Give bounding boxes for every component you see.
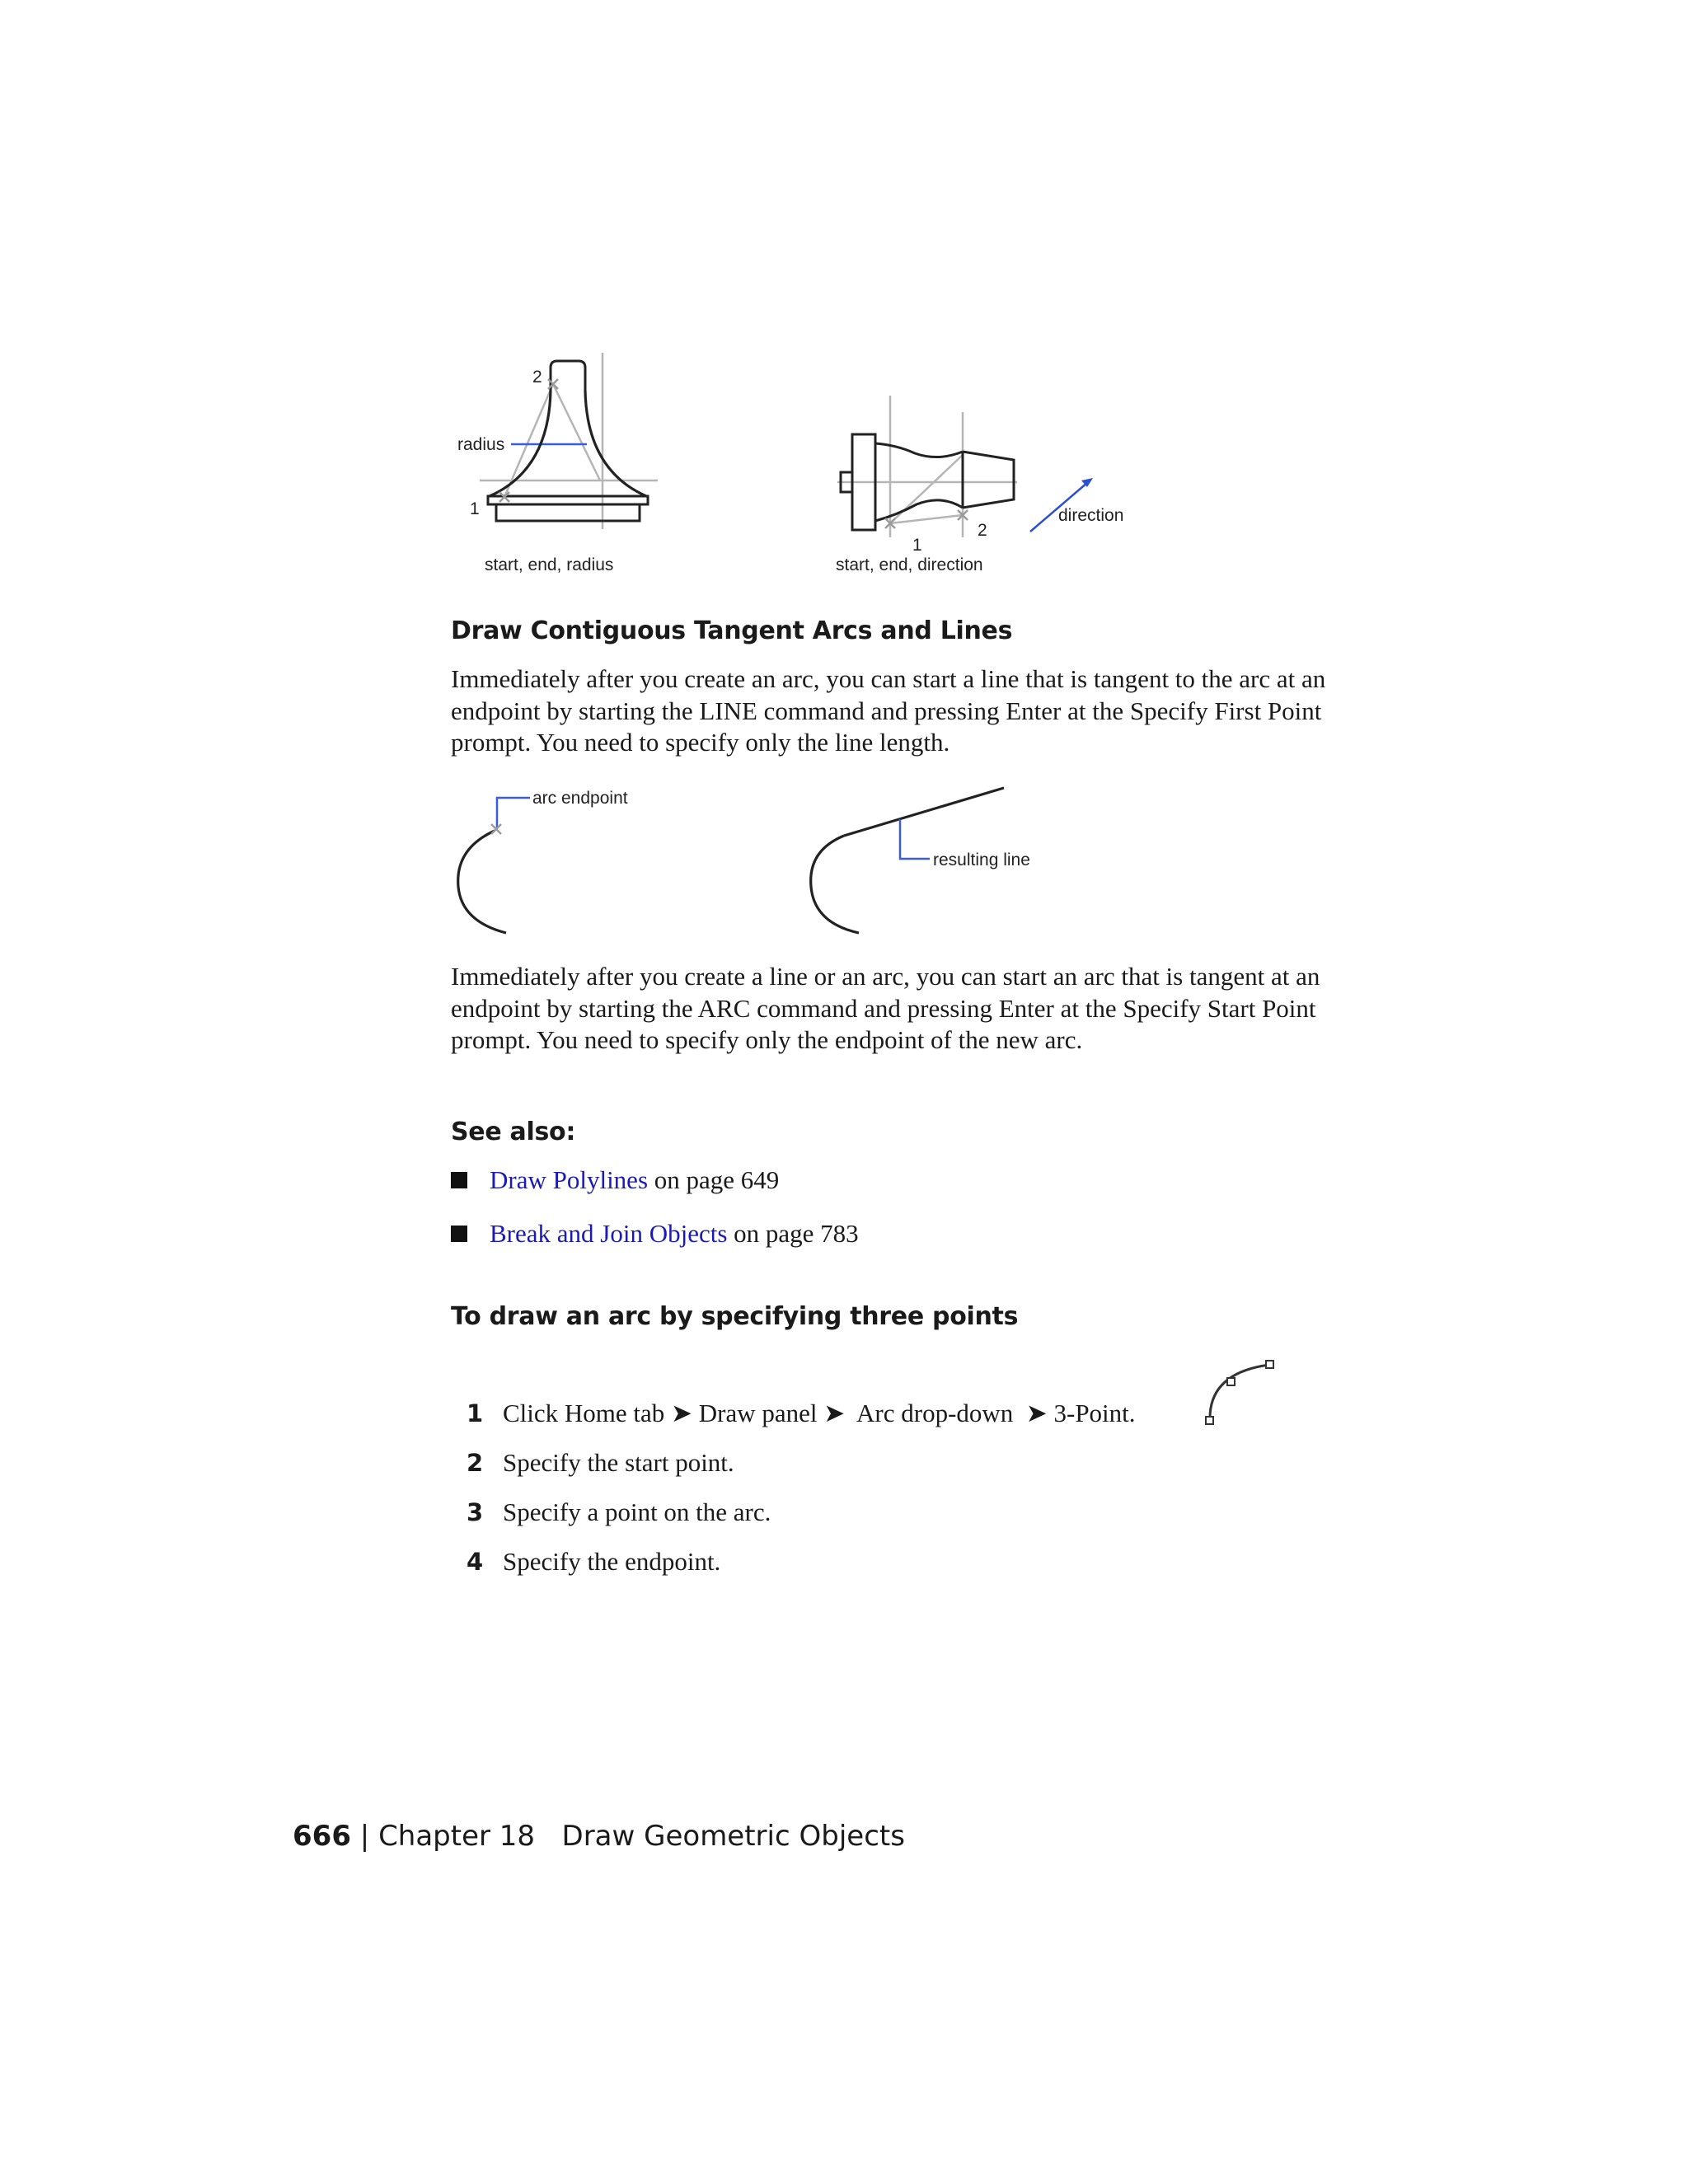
link-break-and-join-objects[interactable]: Break and Join Objects [490, 1219, 728, 1248]
figure-start-end-direction [836, 396, 1123, 574]
label-resulting-line: resulting line [933, 851, 1030, 869]
see-also-item-draw-polylines [451, 1165, 779, 1195]
label-point-1-right: 1 [912, 536, 922, 555]
caption-start-end-direction: start, end, direction [836, 555, 983, 574]
see-also-item-break-join [451, 1219, 859, 1249]
figure-resulting-line [811, 788, 1030, 933]
three-point-arc-icon [1203, 1348, 1282, 1427]
procedure-step-3 [467, 1497, 771, 1527]
label-radius: radius [457, 435, 505, 454]
footer-chapter-title: Draw Geometric Objects [561, 1820, 905, 1853]
page-ref-draw-polylines: on page 649 [648, 1165, 780, 1194]
label-point-2-right: 2 [978, 521, 987, 540]
step-text: Specify the endpoint. [503, 1547, 721, 1576]
step-text: Specify a point on the arc. [503, 1497, 771, 1526]
label-direction: direction [1058, 506, 1124, 525]
step-number: 2 [467, 1449, 484, 1477]
procedure-step-2 [467, 1448, 734, 1478]
step-number: 4 [467, 1548, 484, 1576]
page-footer [293, 1820, 905, 1853]
step-text: Specify the start point. [503, 1448, 734, 1477]
see-also-heading: See also: [451, 1118, 576, 1146]
step-number: 1 [467, 1399, 484, 1427]
bullet-square-icon [451, 1172, 467, 1188]
paragraph-arc-tangent: Immediately after you create a line or an arc, you can start an arc that is tangent at an endpoint by starting the ARC command and pressing Enter at the Specify Start Point prompt. You need to specify only the endpoint of the new arc. [451, 962, 1320, 1054]
section-heading-tangent-arcs: Draw Contiguous Tangent Arcs and Lines [451, 616, 1013, 645]
procedure-step-4 [467, 1547, 720, 1577]
caption-start-end-radius: start, end, radius [485, 555, 614, 574]
bullet-square-icon [451, 1226, 467, 1242]
figure-arc-examples [445, 346, 1170, 585]
page-ref-break-join: on page 783 [727, 1219, 859, 1248]
label-arc-endpoint: arc endpoint [532, 789, 628, 808]
procedure-step-1 [467, 1399, 1136, 1428]
page-number: 666 [293, 1820, 351, 1853]
footer-separator: | [350, 1820, 379, 1853]
footer-chapter: Chapter 18 [378, 1820, 536, 1853]
figure-start-end-radius [457, 353, 658, 574]
step-number: 3 [467, 1498, 484, 1526]
link-draw-polylines[interactable]: Draw Polylines [490, 1165, 649, 1194]
procedure-heading: To draw an arc by specifying three points [451, 1302, 1019, 1331]
figure-arc-endpoint [458, 789, 628, 933]
label-point-1: 1 [470, 499, 480, 518]
label-point-2: 2 [532, 368, 542, 387]
paragraph-line-tangent: Immediately after you create an arc, you can start a line that is tangent to the arc at an endpoint by starting the LINE command and pressing Enter at the Specify First Point prompt. You need to specify only the line length. [451, 664, 1326, 757]
figure-tangent-line [445, 783, 1071, 948]
step-text: Click Home tab ➤ Draw panel ➤ Arc drop-down ➤ 3-Point. [503, 1399, 1136, 1427]
